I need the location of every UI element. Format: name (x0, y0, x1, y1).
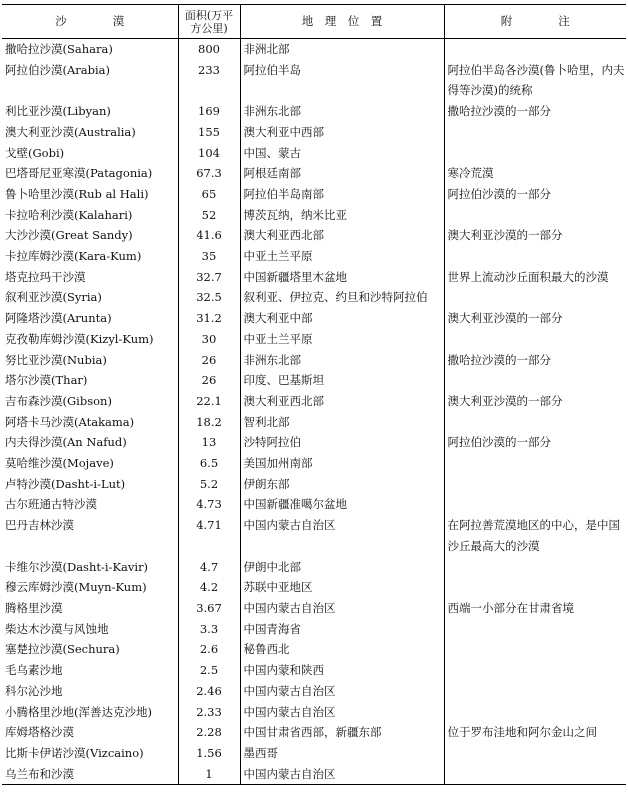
cell-area: 26 (178, 370, 240, 391)
cell-location: 澳大利亚西北部 (240, 225, 444, 246)
cell-name: 莫哈维沙漠(Mojave) (2, 453, 178, 474)
table-row (2, 246, 626, 267)
cell-name: 阿拉伯沙漠(Arabia) (2, 60, 178, 101)
cell-location: 非洲东北部 (240, 101, 444, 122)
cell-location: 中国内蒙古自治区 (240, 681, 444, 702)
cell-area: 41.6 (178, 225, 240, 246)
cell-name: 卡拉库姆沙漠(Kara-Kum) (2, 246, 178, 267)
cell-name: 鲁卜哈里沙漠(Rub al Hali) (2, 184, 178, 205)
cell-name: 阿塔卡马沙漠(Atakama) (2, 412, 178, 433)
cell-note: 阿拉伯半岛各沙漠(鲁卜哈里，内夫得等沙漠)的统称 (447, 62, 625, 98)
table-row (2, 101, 626, 122)
cell-location: 阿拉伯半岛南部 (240, 184, 444, 205)
cell-name: 腾格里沙漠 (2, 598, 178, 619)
table-row (2, 453, 626, 474)
cell-area: 104 (178, 143, 240, 164)
table-row (2, 515, 626, 556)
cell-location: 阿拉伯半岛 (240, 60, 444, 101)
table-row (2, 494, 626, 515)
table-row (2, 474, 626, 495)
cell-location: 伊朗东部 (240, 474, 444, 495)
cell-note (444, 619, 626, 640)
table-row (2, 764, 626, 785)
table-row (2, 391, 626, 412)
cell-note: 撒哈拉沙漠的一部分 (447, 104, 551, 119)
cell-area: 4.71 (178, 515, 240, 556)
table-row (2, 184, 626, 205)
table-row (2, 577, 626, 598)
cell-note: 澳大利亚沙漠的一部分 (447, 393, 563, 408)
cell-note: 澳大利亚沙漠的一部分 (447, 228, 563, 243)
cell-area: 22.1 (178, 391, 240, 412)
cell-location: 中国新疆塔里木盆地 (240, 267, 444, 288)
cell-note (444, 577, 626, 598)
cell-name: 比斯卡伊诺沙漠(Vizcaino) (2, 743, 178, 764)
cell-note (444, 122, 626, 143)
cell-area: 3.67 (178, 598, 240, 619)
table-row (2, 722, 626, 743)
cell-note (444, 412, 626, 433)
cell-location: 中亚土兰平原 (240, 329, 444, 350)
cell-area: 4.7 (178, 557, 240, 578)
table-row (2, 225, 626, 246)
cell-name: 古尔班通古特沙漠 (2, 494, 178, 515)
cell-location: 澳大利亚西北部 (240, 391, 444, 412)
cell-location: 中国青海省 (240, 619, 444, 640)
table-row (2, 287, 626, 308)
cell-name: 利比亚沙漠(Libyan) (2, 101, 178, 122)
cell-note (444, 246, 626, 267)
cell-note (444, 764, 626, 785)
cell-location: 中国甘肃省西部，新疆东部 (240, 722, 444, 743)
cell-note (444, 474, 626, 495)
cell-note: 寒冷荒漠 (447, 166, 494, 181)
cell-area: 3.3 (178, 619, 240, 640)
table-row (2, 308, 626, 329)
cell-location: 非洲东北部 (240, 350, 444, 371)
cell-area: 1.56 (178, 743, 240, 764)
cell-name: 库姆塔格沙漠 (2, 722, 178, 743)
cell-note (444, 329, 626, 350)
cell-area: 30 (178, 329, 240, 350)
cell-note: 阿拉伯沙漠的一部分 (447, 186, 551, 201)
cell-name: 小腾格里沙地(浑善达克沙地) (2, 702, 178, 723)
table-row (2, 122, 626, 143)
cell-area: 1 (178, 764, 240, 785)
cell-area: 32.7 (178, 267, 240, 288)
cell-location: 伊朗中北部 (240, 557, 444, 578)
cell-name: 努比亚沙漠(Nubia) (2, 350, 178, 371)
table-row (2, 143, 626, 164)
cell-location: 中国新疆准噶尔盆地 (240, 494, 444, 515)
cell-area: 13 (178, 432, 240, 453)
cell-location: 印度、巴基斯坦 (240, 370, 444, 391)
table-row (2, 619, 626, 640)
table-row (2, 39, 626, 60)
cell-area: 5.2 (178, 474, 240, 495)
cell-location: 中国内蒙古自治区 (240, 515, 444, 556)
cell-name: 塔尔沙漠(Thar) (2, 370, 178, 391)
cell-location: 秘鲁西北 (240, 639, 444, 660)
cell-location: 叙利亚、伊拉克、约旦和沙特阿拉伯 (240, 287, 444, 308)
cell-note (444, 205, 626, 226)
cell-name: 克孜勒库姆沙漠(Kizyl-Kum) (2, 329, 178, 350)
cell-location: 苏联中亚地区 (240, 577, 444, 598)
desert-table (2, 4, 626, 785)
cell-note: 撒哈拉沙漠的一部分 (447, 352, 551, 367)
cell-location: 智利北部 (240, 412, 444, 433)
cell-location: 美国加州南部 (240, 453, 444, 474)
cell-name: 巴丹吉林沙漠 (2, 515, 178, 556)
cell-name: 内夫得沙漠(An Nafud) (2, 432, 178, 453)
cell-name: 阿隆塔沙漠(Arunta) (2, 308, 178, 329)
cell-name: 卡拉哈利沙漠(Kalahari) (2, 205, 178, 226)
cell-location: 澳大利亚中部 (240, 308, 444, 329)
cell-area: 35 (178, 246, 240, 267)
cell-location: 中国、蒙古 (240, 143, 444, 164)
cell-area: 233 (178, 60, 240, 101)
cell-note (444, 557, 626, 578)
cell-location: 中国内蒙古自治区 (240, 598, 444, 619)
cell-location: 博茨瓦纳，纳米比亚 (240, 205, 444, 226)
cell-note (444, 743, 626, 764)
cell-area: 65 (178, 184, 240, 205)
table-row (2, 639, 626, 660)
cell-area: 2.28 (178, 722, 240, 743)
table-row (2, 702, 626, 723)
table-row (2, 660, 626, 681)
cell-note: 位于罗布洼地和阿尔金山之间 (447, 725, 597, 740)
cell-note (444, 702, 626, 723)
header-area: 面积(万平 方公里) (178, 5, 240, 39)
cell-note (444, 39, 626, 60)
table-row (2, 205, 626, 226)
cell-location: 中国内蒙古自治区 (240, 764, 444, 785)
table-row (2, 557, 626, 578)
cell-area: 4.2 (178, 577, 240, 598)
cell-name: 塞楚拉沙漠(Sechura) (2, 639, 178, 660)
cell-area: 2.6 (178, 639, 240, 660)
header-name: 沙 漠 (2, 5, 178, 39)
cell-note: 世界上流动沙丘面积最大的沙漠 (447, 269, 609, 284)
table-row (2, 267, 626, 288)
table-row (2, 412, 626, 433)
cell-area: 2.46 (178, 681, 240, 702)
cell-location: 阿根廷南部 (240, 163, 444, 184)
cell-name: 科尔沁沙地 (2, 681, 178, 702)
cell-note: 阿拉伯沙漠的一部分 (447, 435, 551, 450)
table-row (2, 329, 626, 350)
cell-note (444, 453, 626, 474)
cell-name: 巴塔哥尼亚寒漠(Patagonia) (2, 163, 178, 184)
cell-area: 31.2 (178, 308, 240, 329)
cell-area: 169 (178, 101, 240, 122)
table-row (2, 432, 626, 453)
header-location: 地 理 位 置 (240, 5, 444, 39)
cell-location: 中国内蒙和陕西 (240, 660, 444, 681)
cell-location: 墨西哥 (240, 743, 444, 764)
table-row (2, 370, 626, 391)
table-row (2, 743, 626, 764)
cell-note (444, 370, 626, 391)
cell-note (444, 660, 626, 681)
table-row (2, 681, 626, 702)
cell-location: 中亚土兰平原 (240, 246, 444, 267)
cell-note (444, 287, 626, 308)
table-header-row (2, 5, 626, 39)
cell-name: 叙利亚沙漠(Syria) (2, 287, 178, 308)
cell-note (444, 681, 626, 702)
cell-area: 52 (178, 205, 240, 226)
cell-location: 沙特阿拉伯 (240, 432, 444, 453)
header-note: 附 注 (444, 5, 626, 39)
cell-location: 澳大利亚中西部 (240, 122, 444, 143)
cell-area: 800 (178, 39, 240, 60)
table-row (2, 163, 626, 184)
table-body (2, 39, 626, 785)
cell-name: 卢特沙漠(Dasht-i-Lut) (2, 474, 178, 495)
cell-name: 塔克拉玛干沙漠 (2, 267, 178, 288)
cell-name: 卡维尔沙漠(Dasht-i-Kavir) (2, 557, 178, 578)
cell-area: 2.5 (178, 660, 240, 681)
cell-name: 戈壁(Gobi) (2, 143, 178, 164)
cell-area: 2.33 (178, 702, 240, 723)
cell-note (444, 494, 626, 515)
table-row (2, 598, 626, 619)
cell-name: 柴达木沙漠与风蚀地 (2, 619, 178, 640)
cell-name: 毛乌素沙地 (2, 660, 178, 681)
cell-area: 26 (178, 350, 240, 371)
cell-name: 大沙沙漠(Great Sandy) (2, 225, 178, 246)
cell-area: 6.5 (178, 453, 240, 474)
table-row (2, 350, 626, 371)
cell-name: 穆云库姆沙漠(Muyn-Kum) (2, 577, 178, 598)
cell-area: 67.3 (178, 163, 240, 184)
cell-note (444, 143, 626, 164)
cell-name: 撒哈拉沙漠(Sahara) (2, 39, 178, 60)
cell-area: 4.73 (178, 494, 240, 515)
cell-location: 非洲北部 (240, 39, 444, 60)
cell-name: 澳大利亚沙漠(Australia) (2, 122, 178, 143)
cell-note (444, 639, 626, 660)
cell-note: 澳大利亚沙漠的一部分 (447, 311, 563, 326)
cell-area: 32.5 (178, 287, 240, 308)
cell-location: 中国内蒙古自治区 (240, 702, 444, 723)
cell-name: 乌兰布和沙漠 (2, 764, 178, 785)
table-row (2, 60, 626, 101)
cell-note: 在阿拉善荒漠地区的中心，是中国沙丘最高大的沙漠 (447, 518, 620, 553)
cell-area: 155 (178, 122, 240, 143)
cell-note: 西端一小部分在甘肃省境 (447, 600, 574, 615)
cell-area: 18.2 (178, 412, 240, 433)
cell-name: 吉布森沙漠(Gibson) (2, 391, 178, 412)
